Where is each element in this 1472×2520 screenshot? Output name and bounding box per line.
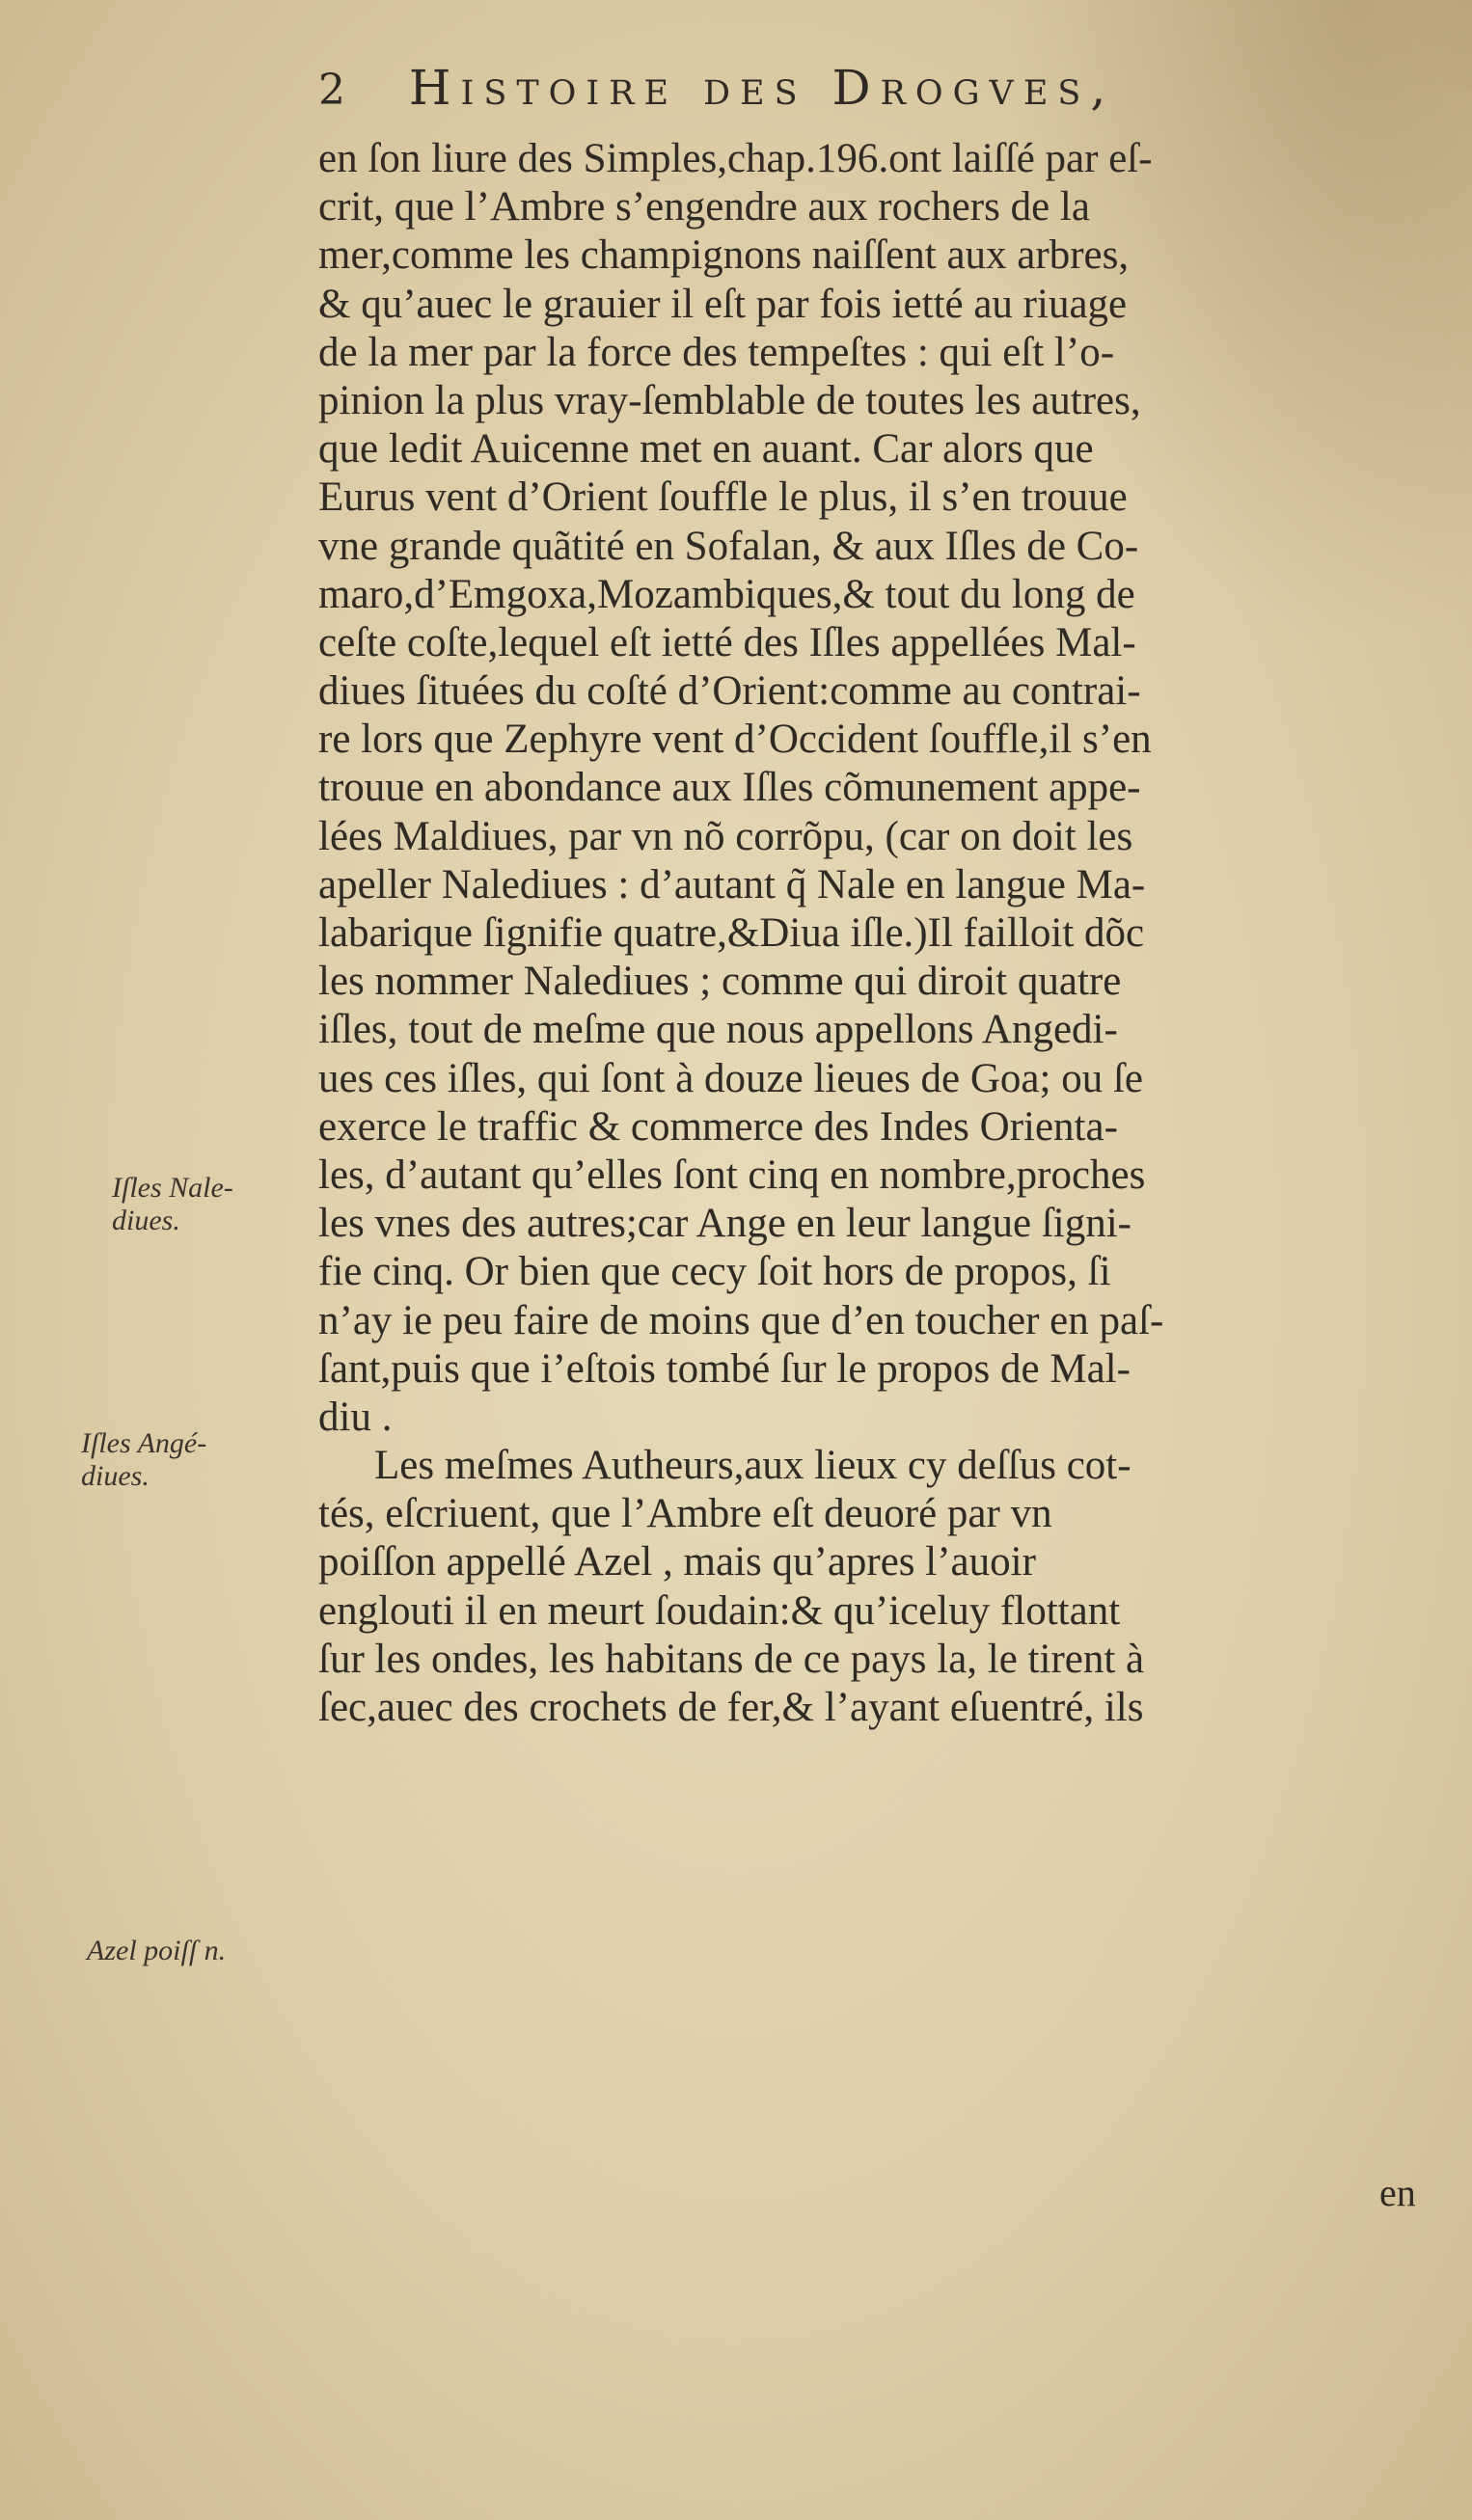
text-line: les, d’autant qu’elles ſont cinq en nombre,proches bbox=[318, 1152, 1146, 1198]
text-line: maro,d’Emgoxa,Mozambiques,& tout du long de bbox=[318, 571, 1135, 617]
text-line: & qu’auec le grauier il eſt par fois ietté au riuage bbox=[318, 281, 1128, 327]
catchword: en bbox=[1379, 2171, 1416, 2214]
text-line: ſec,auec des crochets de fer,& l’ayant eſuentré, ils bbox=[318, 1685, 1144, 1730]
text-line: poiſſon appellé Azel , mais qu’apres l’auoir bbox=[318, 1539, 1036, 1585]
text-line: ſant,puis que i’eſtois tombé ſur le propos de Mal- bbox=[318, 1345, 1131, 1392]
margin-note-nalediues bbox=[112, 1172, 233, 1237]
text-line: diues ſituées du coſté d’Orient:comme au contrai- bbox=[318, 668, 1141, 715]
margin-note-line: Iſles Angé- bbox=[81, 1427, 207, 1459]
text-line: que ledit Auicenne met en auant. Car alors que bbox=[318, 426, 1094, 473]
text-line: trouue en abondance aux Iſles cõmunement appe- bbox=[318, 765, 1141, 811]
text-line: mer,comme les champignons naiſſent aux arbres, bbox=[318, 232, 1130, 279]
text-line: Eurus vent d’Orient ſouffle le plus, il s’en trouue bbox=[318, 474, 1128, 521]
text-line: re lors que Zephyre vent d’Occident ſouffle,il s’en bbox=[318, 717, 1152, 763]
text-line: tés, eſcriuent, que l’Ambre eſt deuoré par vn bbox=[318, 1491, 1052, 1537]
margin-note-line: diues. bbox=[81, 1460, 150, 1492]
margin-note-line: Azel poiſſ n. bbox=[87, 1935, 227, 1966]
text-line: exerce le traffic & commerce des Indes Orienta- bbox=[318, 1103, 1118, 1150]
text-line: pinion la plus vray-ſemblable de toutes les autres, bbox=[318, 377, 1141, 423]
running-title: Histoire des Drogves, bbox=[408, 60, 1116, 116]
text-line: diu . bbox=[318, 1394, 393, 1440]
text-line: fie cinq. Or bien que cecy ſoit hors de propos, ſi bbox=[318, 1249, 1111, 1295]
body-text bbox=[318, 135, 1408, 1732]
text-line: lées Maldiues, par vn nõ corrõpu, (car on doit les bbox=[318, 813, 1133, 859]
margin-note-angediues bbox=[81, 1427, 206, 1493]
text-line: les nommer Nalediues ; comme qui diroit quatre bbox=[318, 959, 1122, 1005]
margin-note-line: Iſles Nale- bbox=[112, 1172, 233, 1204]
text-line: Les meſmes Autheurs,aux lieux cy deſſus cot- bbox=[374, 1443, 1131, 1489]
text-line: les vnes des autres;car Ange en leur langue ſigni- bbox=[318, 1201, 1131, 1247]
text-line: iſles, tout de meſme que nous appellons Angedi- bbox=[318, 1007, 1118, 1053]
running-header bbox=[318, 60, 1341, 137]
text-line: englouti il en meurt ſoudain:& qu’iceluy flottant bbox=[318, 1587, 1121, 1634]
text-line: labarique ſignifie quatre,&Diua iſle.)Il failloit dõc bbox=[318, 910, 1145, 956]
text-line: crit, que l’Ambre s’engendre aux rochers de la bbox=[318, 184, 1090, 230]
text-line: de la mer par la force des tempeſtes : qui eſt l’o- bbox=[318, 329, 1115, 375]
page-number: 2 bbox=[318, 66, 345, 115]
text-line: apeller Nalediues : d’autant q̃ Nale en langue Ma- bbox=[318, 861, 1146, 908]
text-line: ceſte coſte,lequel eſt ietté des Iſles appellées Mal- bbox=[318, 619, 1136, 665]
text-line: n’ay ie peu faire de moins que d’en toucher en paſ- bbox=[318, 1297, 1164, 1343]
page-corner-fold bbox=[1356, 0, 1472, 92]
text-line: ſur les ondes, les habitans de ce pays la, le tirent à bbox=[318, 1636, 1145, 1682]
text-line: vne grande quãtité en Sofalan, & aux Iſles de Co- bbox=[318, 523, 1139, 569]
margin-note-azel bbox=[87, 1935, 226, 1967]
text-line: ues ces iſles, qui ſont à douze lieues de Goa; ou ſe bbox=[318, 1055, 1143, 1101]
text-line: en ſon liure des Simples,chap.196.ont laiſſé par eſ- bbox=[318, 136, 1153, 181]
margin-note-line: diues. bbox=[112, 1205, 180, 1236]
